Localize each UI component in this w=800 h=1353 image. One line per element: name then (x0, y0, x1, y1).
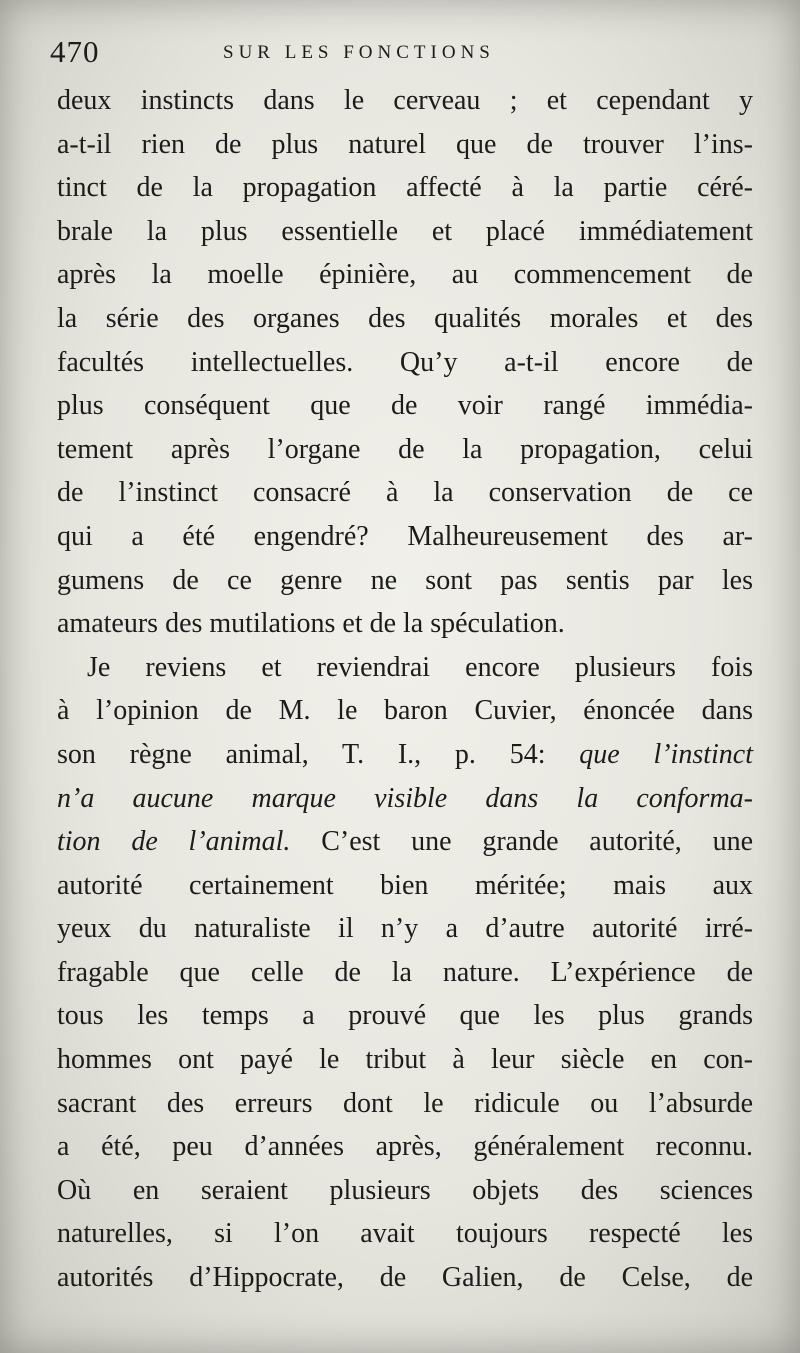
text-line: après la moelle épinière, au commencement de (57, 259, 753, 291)
text-line: Où en seraient plusieurs objets des sciences (57, 1174, 753, 1206)
italic-quote-line: n’a aucune marque visible dans la conforma- (57, 782, 753, 814)
text-line: naturelles, si l’on avait toujours respecté les (57, 1218, 753, 1250)
text-line: fragable que celle de la nature. L’expérience de (57, 956, 753, 988)
text-line: tous les temps a prouvé que les plus grands (57, 1000, 753, 1032)
text-line: qui a été engendré? Malheureusement des ar- (57, 520, 753, 552)
body-text (57, 79, 753, 1300)
text-line: autorité certainement bien méritée; mais aux (57, 869, 753, 901)
text-line: deux instincts dans le cerveau ; et cependant y (57, 85, 753, 116)
italic-quote: tion de l’animal. (57, 826, 291, 858)
text-line: brale la plus essentielle et placé immédiatement (57, 215, 753, 247)
text-line: plus conséquent que de voir rangé immédia- (57, 390, 753, 422)
italic-quote: que l’instinct (579, 738, 753, 770)
text-line: à l’opinion de M. le baron Cuvier, énoncée dans (57, 695, 753, 727)
text-line: la série des organes des qualités morales et des (57, 302, 753, 334)
text-line: a-t-il rien de plus naturel que de trouver l’ins- (57, 128, 753, 160)
page-number: 470 (50, 34, 100, 69)
text-line: a été, peu d’années après, généralement reconnu. (57, 1131, 753, 1163)
text-line: tion de l’animal. C’est une grande autorité, une (57, 826, 753, 858)
text-line: hommes ont payé le tribut à leur siècle en con- (57, 1044, 753, 1076)
paragraph-end-line: amateurs des mutilations et de la spéculation. (57, 608, 565, 640)
text-line: tinct de la propagation affecté à la partie céré- (57, 172, 753, 204)
text-line: yeux du naturaliste il n’y a d’autre autorité irré- (57, 913, 753, 945)
text-line: de l’instinct consacré à la conservation de ce (57, 477, 753, 509)
text-line: tement après l’organe de la propagation, celui (57, 433, 753, 465)
running-head: SUR LES FONCTIONS (223, 42, 495, 63)
paragraph-start-line: Je reviens et reviendrai encore plusieurs fois (87, 651, 753, 683)
text-line: son règne animal, T. I., p. 54: que l’instinct (57, 738, 753, 770)
text-line: facultés intellectuelles. Qu’y a-t-il encore de (57, 346, 753, 378)
text-line: sacrant des erreurs dont le ridicule ou l’absurde (57, 1087, 753, 1119)
page-header (50, 34, 760, 74)
text-line: autorités d’Hippocrate, de Galien, de Celse, de (57, 1262, 753, 1294)
text-line: gumens de ce genre ne sont pas sentis par les (57, 564, 753, 596)
